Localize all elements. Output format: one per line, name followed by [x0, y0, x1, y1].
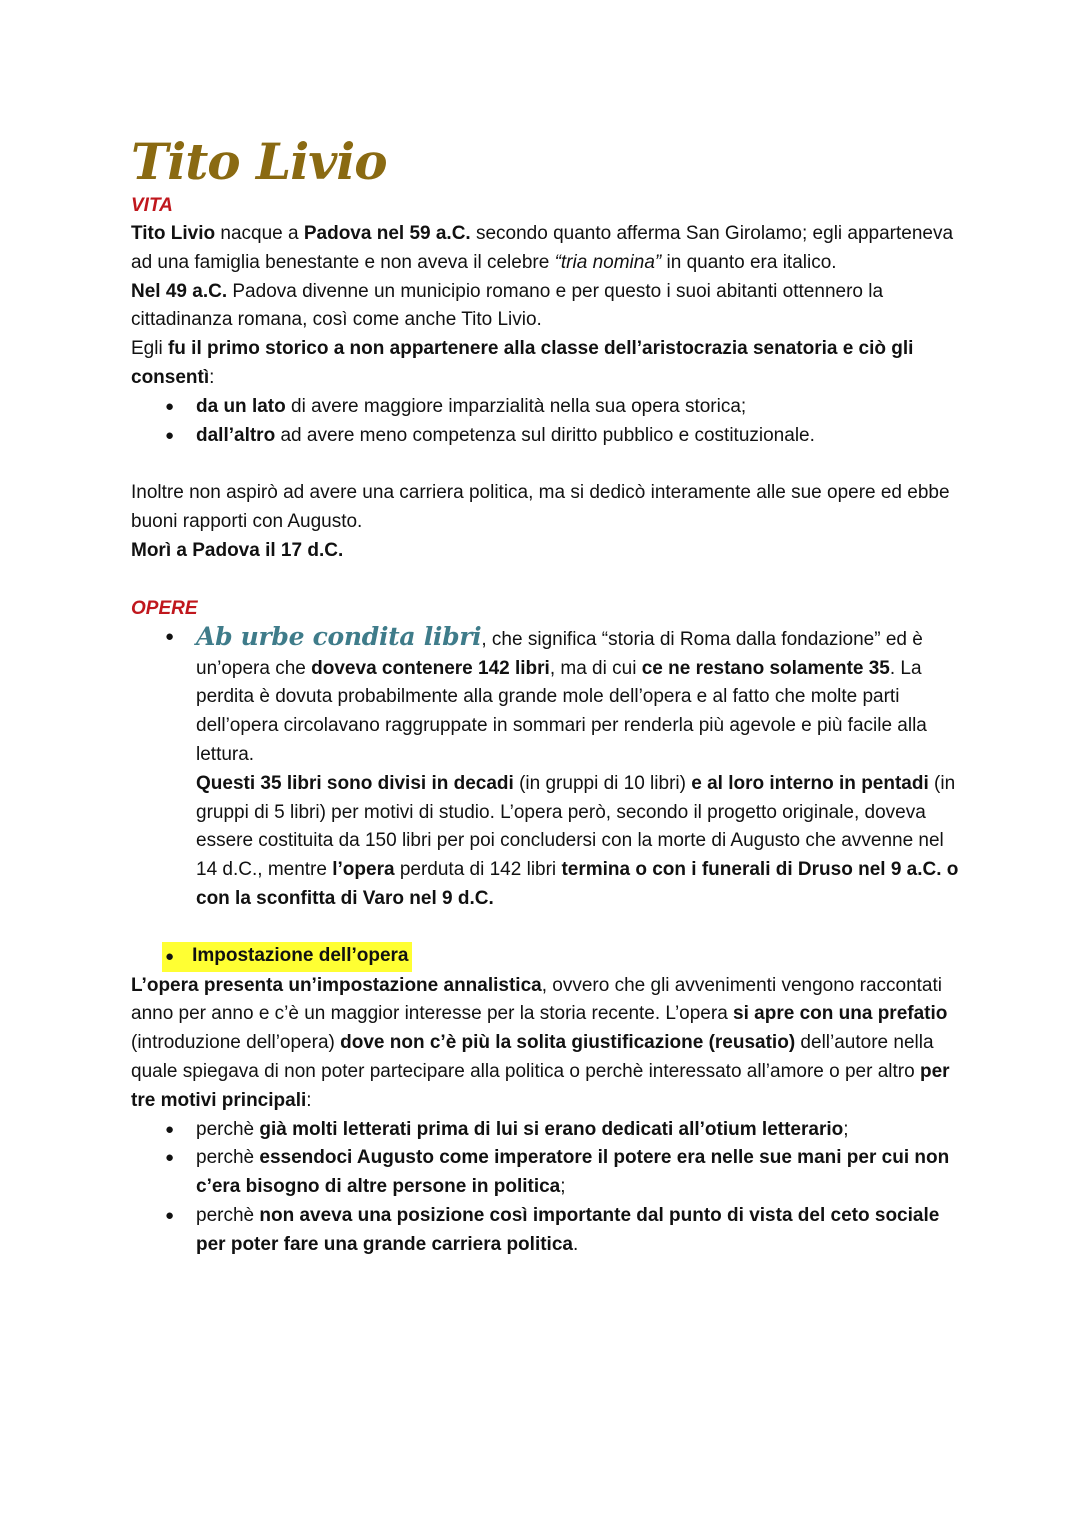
bullet-icon: ● [165, 397, 175, 415]
book-title: Ab urbe condita libri [196, 621, 482, 651]
list-item: ● perchè essendoci Augusto come imperatore il potere era nelle sue mani per cui non c’era bisogno di altre persone in politica; [131, 1144, 961, 1202]
paragraph-primo-storico: Egli fu il primo storico a non appartenere alla classe dell’aristocrazia senatoria e ciò gli consentì: [131, 338, 914, 388]
bullet-icon: ● [165, 1206, 175, 1224]
list-item: ● perchè non aveva una posizione così importante dal punto di vista del ceto sociale per poter fare una grande carriera politica. [131, 1202, 961, 1260]
impostazione-heading-row [131, 942, 961, 972]
opere-list [131, 623, 961, 914]
section-heading-vita: VITA [131, 195, 173, 216]
bold-text: Padova nel 59 a.C. [303, 223, 471, 244]
list-item-ab-urbe-condita: ● Ab urbe condita libri, che significa “storia di Roma dalla fondazione” ed è un’opera che doveva contenere 142 libri, ma di cui ce ne restano solamente 35. La perdita è dovuta probabilmente alla grande mole dell’opera e al fatto che molte parti dell’opera circolavano raggruppate in sommari per renderla più agevole e più facile alla lettura. Questi 35 libri sono divisi in decadi (in gruppi di 10 libri) e al loro interno in pentadi (in gruppi di 5 libri) per motivi di studio. L’opera però, secondo il progetto originale, doveva essere costituita da 150 libri per poi concludersi con la morte di Augusto che avvenne nel 14 d.C., mentre l’opera perduta di 142 libri termina o con i funerali di Druso nel 9 a.C. o con la sconfitta di Varo nel 9 d.C. [165, 621, 959, 909]
bold-text: fu il primo storico a non appartenere alla classe dell’aristocrazia senatoria e ciò gli consentì [131, 338, 914, 388]
page-title: Tito Livio [131, 132, 387, 191]
paragraph-nascita: Tito Livio nacque a Padova nel 59 a.C. secondo quanto afferma San Girolamo; egli apparteneva ad una famiglia benestante e non aveva il celebre “tria nomina” in quanto era italico. [131, 223, 954, 273]
document-page [131, 132, 961, 1260]
paragraph-morte: Morì a Padova il 17 d.C. [131, 539, 344, 561]
list-item: ● dall’altro ad avere meno competenza sul diritto pubblico e costituzionale. [131, 422, 961, 451]
bullet-icon: ● [165, 947, 175, 965]
list-item: ● perchè già molti letterati prima di lui si erano dedicati all’otium letterario; [131, 1116, 961, 1145]
bullet-icon: ● [165, 1149, 175, 1167]
bullet-icon: ● [165, 1120, 175, 1138]
paragraph-impostazione: L’opera presenta un’impostazione annalistica, ovvero che gli avvenimenti vengono raccontati anno per anno e c’è un maggior interesse per la storia recente. L’opera si apre con una prefatio (introduzione dell’opera) dove non c’è più la solita giustificazione (reusatio) dell’autore nella quale spiegava di non poter partecipare alla politica o perchè interessato all’amore o per altro per tre motivi principali: [131, 974, 950, 1111]
bold-text: Nel 49 a.C. [131, 280, 228, 302]
bold-text: Tito Livio [131, 223, 216, 244]
bullet-icon: ● [165, 627, 175, 645]
highlighted-subheading: ● Impostazione dell’opera [162, 942, 412, 972]
list-item: ● da un lato di avere maggiore imparzialità nella sua opera storica; [131, 393, 961, 422]
paragraph-cittadinanza: Nel 49 a.C. Padova divenne un municipio romano e per questo i suoi abitanti ottennero la cittadinanza romana, così come anche Tito Livio. [131, 280, 884, 331]
bullet-icon: ● [165, 426, 175, 444]
vita-bullet-list [131, 393, 961, 451]
section-heading-opere: OPERE [131, 597, 198, 619]
italic-text: “tria nomina” [554, 251, 662, 273]
motivi-bullet-list [131, 1116, 961, 1260]
paragraph-carriera: Inoltre non aspirò ad avere una carriera politica, ma si dedicò interamente alle sue opere ed ebbe buoni rapporti con Augusto. [131, 482, 950, 533]
